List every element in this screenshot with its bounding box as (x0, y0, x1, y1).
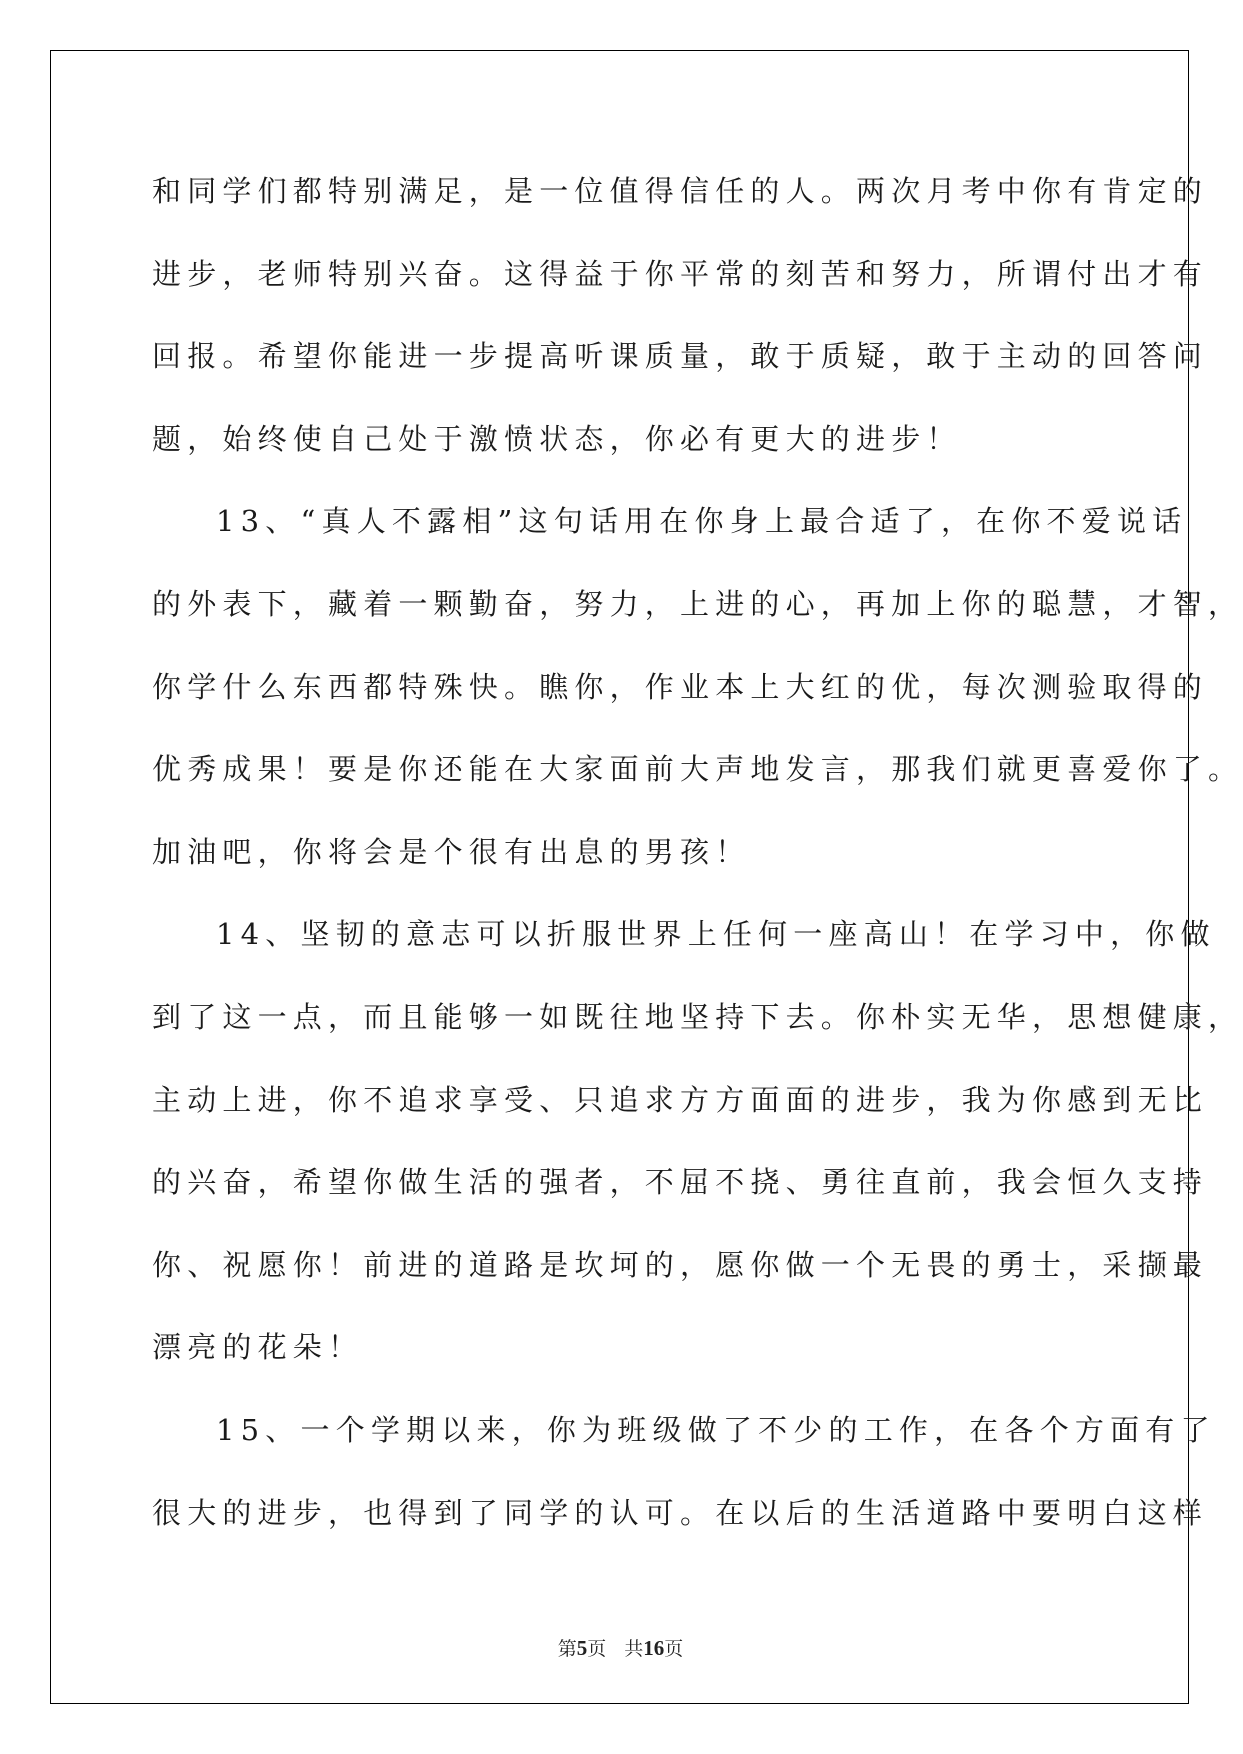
paragraph-start-14: 14、坚韧的意志可以折服世界上任何一座高山！在学习中，你做 (216, 917, 1216, 952)
paragraph-start-13: 13、“真人不露相”这句话用在你身上最合适了，在你不爱说话 (216, 504, 1188, 539)
page-footer (0, 1634, 1241, 1661)
paragraph-start-15: 15、一个学期以来，你为班级做了不少的工作，在各个方面有了 (216, 1412, 1216, 1447)
text-line: 优秀成果！要是你还能在大家面前大声地发言，那我们就更喜爱你了。 (152, 752, 1243, 787)
text-line: 主动上进，你不追求享受、只追求方方面面的进步，我为你感到无比 (152, 1082, 1209, 1117)
total-pages: 16 (643, 1636, 665, 1660)
total-prefix: 共 (624, 1638, 644, 1660)
text-line: 题，始终使自己处于激愤状态，你必有更大的进步！ (152, 421, 962, 456)
page-prefix: 第 (557, 1638, 577, 1660)
text-line: 回报。希望你能进一步提高听课质量，敢于质疑，敢于主动的回答问 (152, 339, 1209, 374)
text-line: 和同学们都特别满足，是一位值得信任的人。两次月考中你有肯定的 (152, 174, 1209, 208)
text-line: 到了这一点，而且能够一如既往地坚持下去。你朴实无华，思想健康， (152, 999, 1243, 1034)
text-line: 加油吧，你将会是个很有出息的男孩！ (152, 834, 751, 869)
text-line: 你学什么东西都特殊快。瞧你，作业本上大红的优，每次测验取得的 (152, 669, 1209, 704)
total-suffix: 页 (664, 1638, 684, 1660)
text-line: 的外表下，藏着一颗勤奋，努力，上进的心，再加上你的聪慧，才智， (152, 586, 1243, 621)
page-number: 5 (576, 1636, 588, 1660)
text-line: 漂亮的花朵！ (152, 1330, 364, 1365)
text-line: 进步，老师特别兴奋。这得益于你平常的刻苦和努力，所谓付出才有 (152, 256, 1209, 291)
text-line: 的兴奋，希望你做生活的强者，不屈不挠、勇往直前，我会恒久支持 (152, 1165, 1209, 1200)
text-line: 你、祝愿你！前进的道路是坎坷的，愿你做一个无畏的勇士，采撷最 (152, 1247, 1209, 1282)
document-body (152, 150, 1243, 1554)
page-suffix: 页 (587, 1638, 607, 1660)
text-line: 很大的进步，也得到了同学的认可。在以后的生活道路中要明白这样 (152, 1495, 1209, 1530)
